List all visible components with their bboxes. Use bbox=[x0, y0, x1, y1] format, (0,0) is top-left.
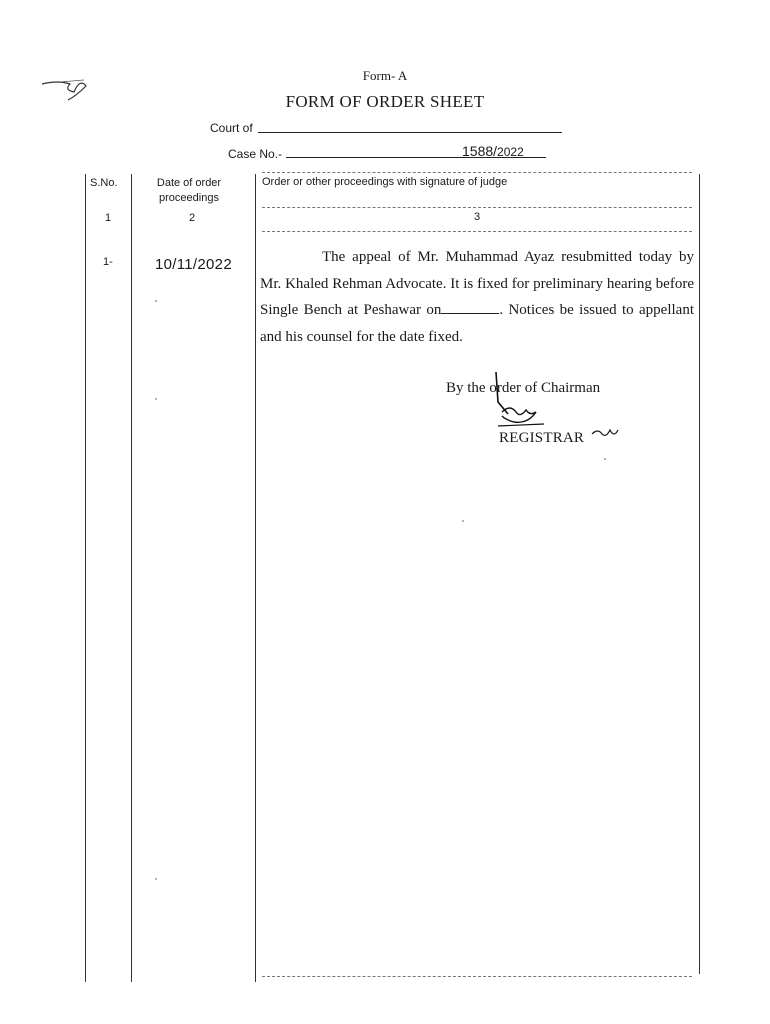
order-text bbox=[260, 244, 694, 350]
scan-speck bbox=[155, 878, 157, 880]
table-left-border bbox=[85, 174, 86, 982]
hearing-date-blank bbox=[441, 301, 499, 314]
scan-speck bbox=[462, 520, 464, 522]
case-year: 2022 bbox=[497, 145, 524, 159]
table-right-border bbox=[699, 174, 700, 974]
scan-speck bbox=[155, 300, 157, 302]
case-label: Case No.- bbox=[228, 147, 283, 161]
column-number-2: 2 bbox=[189, 212, 196, 224]
column-divider-1 bbox=[131, 174, 132, 982]
bottom-rule bbox=[262, 976, 692, 977]
order-text-part1: The appeal of Mr. Muhammad Ayaz resubmitted today by Mr. Khaled Rehman Advocate. It is fixed for preliminary hearing before Single Bench at Peshawar on bbox=[260, 249, 694, 318]
entry-serial-number: 1- bbox=[103, 256, 113, 268]
scan-speck bbox=[155, 398, 157, 400]
column-divider-2 bbox=[255, 174, 256, 982]
header-rule-top bbox=[262, 172, 692, 173]
page-title: FORM OF ORDER SHEET bbox=[285, 92, 485, 111]
column-header-date: Date of order proceedings bbox=[156, 177, 222, 204]
court-field-line bbox=[258, 132, 562, 133]
column-number-3: 3 bbox=[474, 211, 481, 223]
case-number-main: 1588/ bbox=[462, 143, 498, 159]
case-number bbox=[462, 143, 524, 159]
registrar-title: REGISTRAR bbox=[499, 430, 585, 446]
column-number-1: 1 bbox=[105, 212, 112, 224]
column-header-order: Order or other proceedings with signature of judge bbox=[262, 176, 508, 188]
court-label: Court of bbox=[210, 121, 253, 135]
order-text-part2: . Notices be issued to appellant and his counsel for the date fixed. bbox=[260, 302, 694, 345]
scan-speck bbox=[604, 458, 606, 460]
column-header-sno: S.No. bbox=[90, 177, 118, 189]
entry-date: 10/11/2022 bbox=[155, 256, 232, 273]
form-label: Form- A bbox=[362, 68, 408, 83]
header-rule-mid bbox=[262, 207, 692, 208]
by-order-line: By the order of Chairman bbox=[446, 380, 601, 396]
header-rule-bottom bbox=[262, 231, 692, 232]
